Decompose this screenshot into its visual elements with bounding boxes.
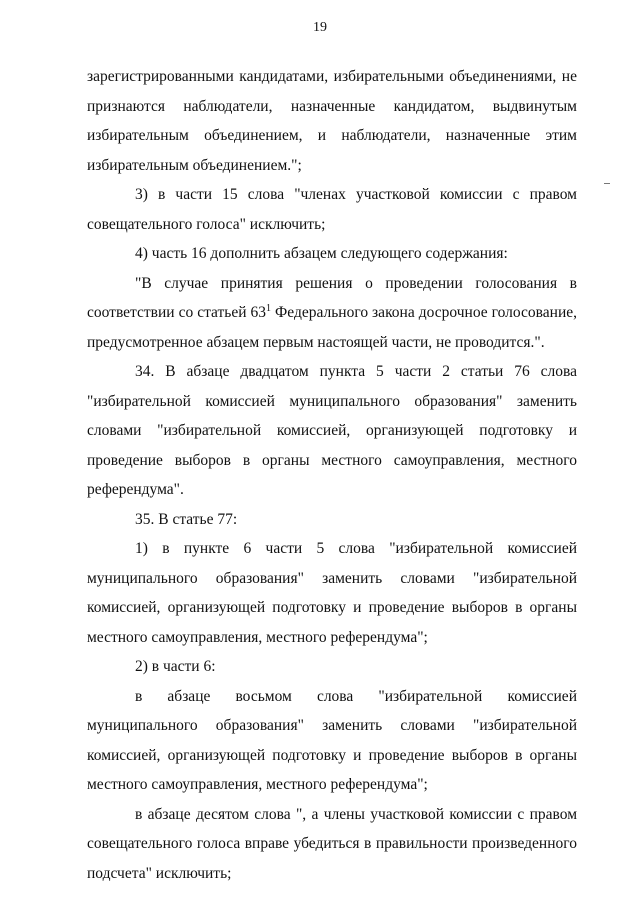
paragraph-quote <box>87 269 577 358</box>
paragraph-35-2-b: в абзаце десятом слова ", а члены участковой комиссии с правом совещательного голоса вправе убедиться в правильности произведенного подсчета" исключить; <box>87 805 577 882</box>
article-superscript: 1 <box>266 302 272 314</box>
paragraph-item-3: 3) в части 15 слова "членах участковой комиссии с правом совещательного голоса" исключить; <box>87 186 577 233</box>
quote-text-after: Федерального закона досрочное голосование, предусмотренное абзацем первым настоящей части, не проводится.". <box>87 304 577 351</box>
paragraph-35: 35. В статье 77: <box>135 510 238 528</box>
quote-text-before: "В случае принятия решения о проведении голосования в соответствии со статьей 63 <box>87 274 577 321</box>
document-body <box>87 62 577 888</box>
paragraph-continuation: зарегистрированными кандидатами, избирательными объединениями, не признаются наблюдатели, назначенные кандидатом, выдвинутым избирательным объединением, и наблюдатели, назначенные этим избирательным объединением."; <box>87 68 577 174</box>
margin-mark <box>604 183 610 184</box>
paragraph-item-4: 4) часть 16 дополнить абзацем следующего содержания: <box>135 245 508 262</box>
paragraph-35-1: 1) в пункте 6 части 5 слова "избирательной комиссией муниципального образования" заменить словами "избирательной комиссией, организующей подготовку и проведение выборов в органы местного самоуправления, местного референдума"; <box>87 540 577 646</box>
paragraph-35-2: 2) в части 6: <box>135 658 216 675</box>
page-number: 19 <box>313 20 327 35</box>
paragraph-35-2-a: в абзаце восьмом слова "избирательной комиссией муниципального образования" заменить словами "избирательной комиссией, организующей подготовку и проведение выборов в органы местного самоуправления, местного референдума"; <box>87 687 577 793</box>
paragraph-34: 34. В абзаце двадцатом пункта 5 части 2 статьи 76 слова "избирательной комиссией муниципального образования" заменить словами "избирательной комиссией, организующей подготовку и проведение выборов в органы местного самоуправления, местного референдума". <box>87 363 577 498</box>
